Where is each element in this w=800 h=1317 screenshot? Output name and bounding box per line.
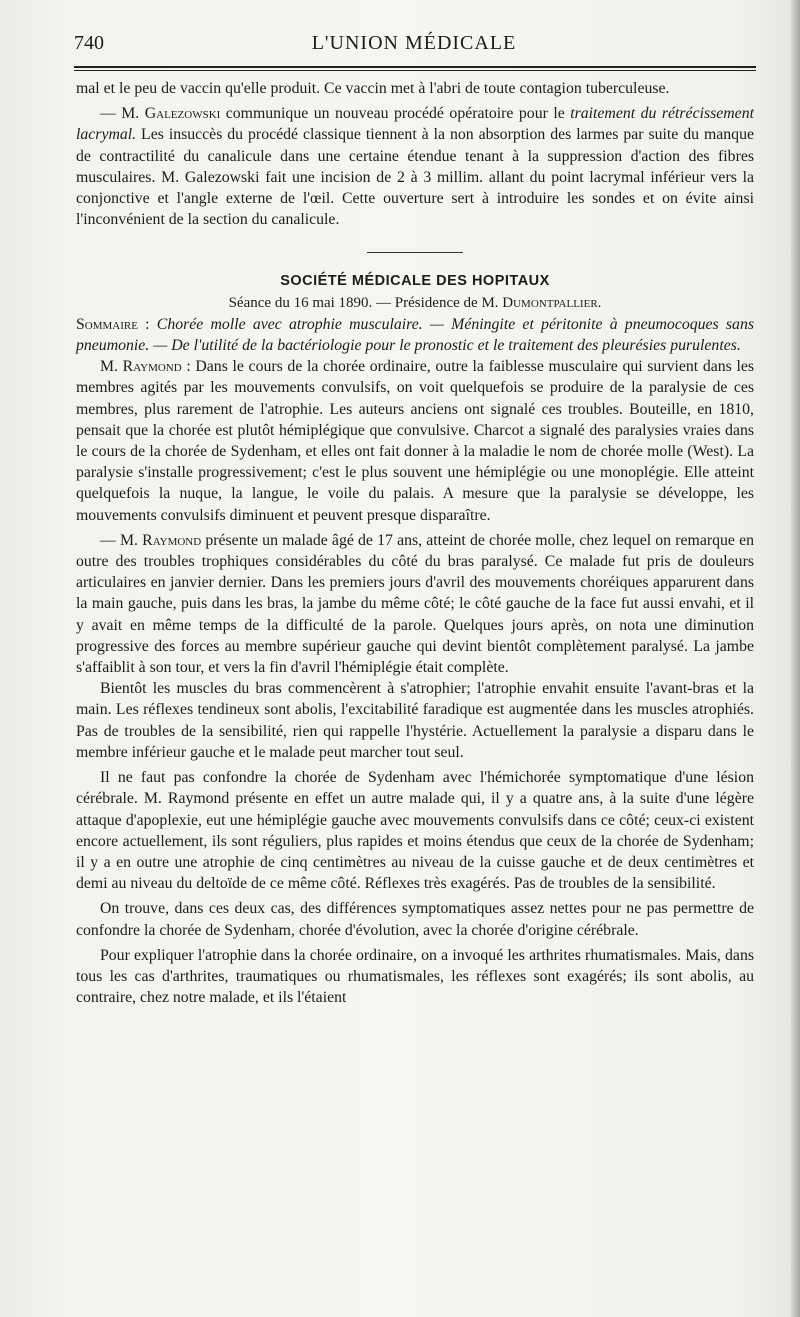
paragraph-raymond-case: — M. Raymond présente un malade âgé de 17 ans, atteint de chorée molle, chez lequel on remarque en outre des troubles trophiques considérables du côté du bras paralysé. Ce malade fut pris de douleurs articulaires en janvier dernier. Dans les premiers jours d'avril des mouvements choréiques apparurent dans la main gauche, puis dans les bras, la jambe du même côté; le côté gauche de la face fut aussi envahi, et il y avait en même temps de la difficulté de la parole. Quelques jours après, on nota une diminution progressive des forces au membre supérieur gauche qui devint bientôt complètement paralysé. La jambe s'affaiblit à son tour, et vers la fin d'avril l'hémiplégie était complète.	[76, 531, 754, 677]
sommaire: Sommaire : Chorée molle avec atrophie musculaire. — Méningite et péritonite à pneumocoques sans pneumonie. — De l'utilité de la bactériologie pour le pronostic et le traitement des pleurésies purulentes.	[76, 315, 754, 355]
page-header	[74, 32, 754, 58]
section-title: SOCIÉTÉ MÉDICALE DES HOPITAUX	[280, 273, 550, 290]
paragraph-galezowski: — M. Galezowski communique un nouveau procédé opératoire pour le traitement du rétrécissement lacrymal. Les insuccès du procédé classique tiennent à la non absorption des larmes par suite du manque de contractilité du canalicule dans une certaine étendue tenant à la suppression d'action des fibres musculaires. M. Galezowski fait une incision de 2 à 3 millim. allant du point lacrymal inférieur vers la conjonctive et l'angle externe de l'œil. Cette ouverture sert à introduire les sondes et on évite ainsi l'inconvénient de la section du canalicule.	[76, 105, 754, 229]
paragraph-arthrites: Pour expliquer l'atrophie dans la chorée ordinaire, on a invoqué les arthrites rhumatismales. Mais, dans tous les cas d'arthrites, traumatiques ou rhumatismales, les réflexes sont exagérés; ils sont abolis, au contraire, chez notre malade, et ils l'étaient	[76, 946, 754, 1007]
paragraph-raymond-intro: M. Raymond : Dans le cours de la chorée ordinaire, outre la faiblesse musculaire qui survient dans les membres agités par les mouvements convulsifs, on voit quelquefois se produire de la paralysie de ces membres, plus rarement de l'atrophie. Les auteurs anciens ont signalé ces troubles. Bouteille, en 1810, pensait que la chorée est plutôt hémiplégique que convulsive. Charcot a signalé des paralysies vraies dans le cours de la chorée de Sydenham, et elles ont fait donner à la maladie le nom de chorée molle (West). La paralysie s'installe progressivement; c'est le plus souvent une hémiplégie ou une monoplégie. Elle atteint quelquefois la nuque, la langue, le voile du palais. A mesure que la paralysie se développe, les mouvements convulsifs diminuent et peuvent presque disparaître.	[76, 358, 754, 524]
topic-italic: traitement du rétrécissement lacrymal.	[76, 105, 754, 144]
paragraph-atrophy: Bientôt les muscles du bras commencèrent à s'atrophier; l'atrophie envahit ensuite l'avant-bras et la main. Les réflexes tendineux sont abolis, l'excitabilité faradique est augmentée dans les muscles atrophiés. Pas de troubles de la sensibilité, rien qui rappelle l'hystérie. Actuellement la paralysie a disparu dans le membre inférieur gauche et le malade peut marcher tout seul.	[76, 680, 754, 761]
sommaire-label: Sommaire	[76, 315, 138, 333]
seance-line: Séance du 16 mai 1890. — Présidence de M. Dumontpallier.	[228, 294, 602, 311]
paragraph-hemichoree: Il ne faut pas confondre la chorée de Sydenham avec l'hémichorée symptomatique d'une lésion cérébrale. M. Raymond présente en effet un autre malade qui, il y a quatre ans, à la suite d'une légère attaque d'apoplexie, eut une hémiplégie gauche avec mouvements convulsifs dans ce côté; ceux-ci existent encore actuellement, ils sont réguliers, plus rapides et moins étendus que ceux de la chorée de Sydenham; il y a en outre une atrophie de cinq centimètres au niveau de la cuisse gauche et de deux centimètres et demi au niveau du deltoïde de ce même côté. Réflexes très exagérés. Pas de troubles de la sensibilité.	[76, 769, 754, 893]
president-name: Dumontpallier	[502, 294, 598, 311]
section-divider	[367, 252, 463, 253]
sommaire-text: Chorée molle avec atrophie musculaire. — Méningite et péritonite à pneumocoques sans pneumonie. — De l'utilité de la bactériologie pour le pronostic et le traitement des pleurésies purulentes.	[76, 315, 754, 355]
running-title: L'UNION MÉDICALE	[311, 32, 517, 54]
author-name: Galezowski	[144, 105, 221, 123]
article-body	[76, 78, 754, 1008]
paragraph-differences: On trouve, dans ces deux cas, des différences symptomatiques assez nettes pour ne pas permettre de confondre la chorée de Sydenham, chorée d'évolution, avec la chorée d'origine cérébrale.	[76, 900, 754, 939]
page-edge-shadow	[791, 0, 800, 1317]
page-number: 740	[74, 32, 104, 54]
speaker-name: Raymond	[122, 358, 182, 376]
speaker-name: Raymond	[142, 531, 202, 549]
paragraph-vaccin-end: mal et le peu de vaccin qu'elle produit. Ce vaccin met à l'abri de toute contagion tuberculeuse.	[76, 80, 670, 97]
header-double-rule	[74, 66, 756, 71]
